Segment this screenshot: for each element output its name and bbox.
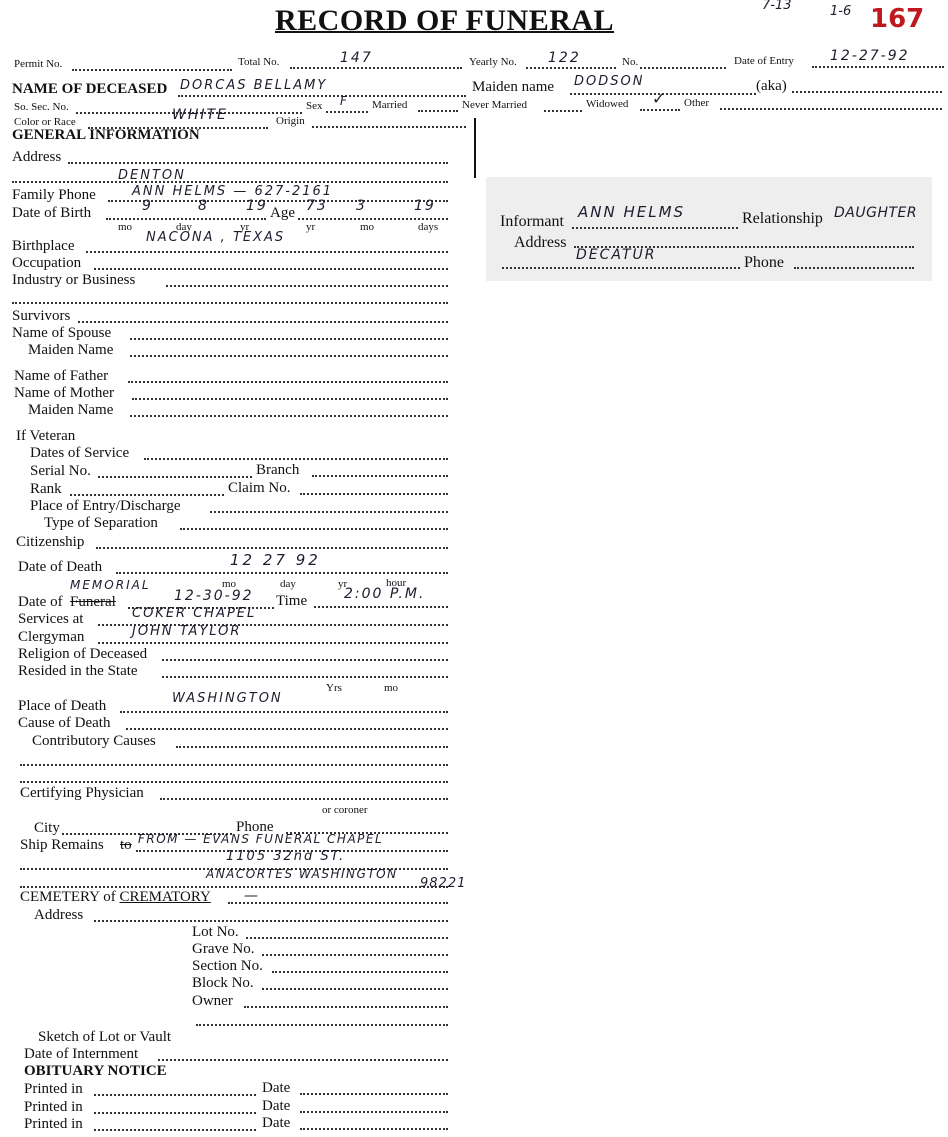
informant-address-label: Address bbox=[514, 234, 567, 251]
general-info-heading: GENERAL INFORMATION bbox=[12, 127, 200, 143]
rank-label: Rank bbox=[30, 481, 62, 497]
funeral-date-value: 12-30-92 bbox=[174, 588, 254, 604]
obituary-notice-heading: OBITUARY NOTICE bbox=[24, 1063, 167, 1079]
dob-sub-yr: yr bbox=[240, 221, 250, 233]
time-label: Time bbox=[276, 593, 308, 609]
survivors-label: Survivors bbox=[12, 308, 71, 324]
widowed-checkmark: ✓ bbox=[652, 89, 668, 108]
informant-insert bbox=[486, 177, 932, 281]
date-of-label: Date of bbox=[18, 594, 63, 610]
never-married-label: Never Married bbox=[462, 99, 528, 111]
color-race-label: Color or Race bbox=[14, 116, 76, 128]
type-of-separation-label: Type of Separation bbox=[44, 515, 158, 531]
informant-value: ANN HELMS bbox=[578, 203, 686, 221]
ship-remains-value-2: 1105 32nd ST. bbox=[226, 849, 346, 864]
name-of-deceased-value: DORCAS BELLAMY bbox=[180, 78, 328, 93]
ship-remains-zip: 98221 bbox=[420, 876, 467, 891]
sex-label: Sex bbox=[306, 100, 323, 112]
age-sub-yr: yr bbox=[306, 221, 316, 233]
total-no-value: 147 bbox=[340, 50, 373, 66]
age-sub-days: days bbox=[418, 221, 439, 233]
dod-sub-hour: hour bbox=[386, 577, 407, 589]
name-of-father-label: Name of Father bbox=[14, 368, 109, 384]
grave-no-label: Grave No. bbox=[192, 941, 255, 957]
place-of-death-value: WASHINGTON bbox=[172, 691, 283, 706]
printed-in-label-2: Printed in bbox=[24, 1099, 83, 1115]
informant-address-value: DECATUR bbox=[576, 247, 657, 263]
permit-no-label: Permit No. bbox=[14, 58, 63, 70]
place-entry-discharge-label: Place of Entry/Discharge bbox=[30, 498, 181, 514]
funeral-struck-label: Funeral bbox=[70, 594, 116, 610]
dob-sub-day: day bbox=[176, 221, 192, 233]
spouse-maiden-name-label: Maiden Name bbox=[28, 342, 114, 358]
informant-label: Informant bbox=[500, 213, 564, 230]
clergyman-label: Clergyman bbox=[18, 629, 85, 645]
lot-no-label: Lot No. bbox=[192, 924, 239, 940]
printed-date-label-2: Date bbox=[262, 1098, 291, 1114]
informant-phone-label: Phone bbox=[744, 254, 784, 271]
age-label: Age bbox=[270, 205, 295, 221]
yearly-no-value: 122 bbox=[548, 50, 581, 66]
total-no-label: Total No. bbox=[238, 56, 280, 68]
other-label: Other bbox=[684, 97, 710, 109]
widowed-label: Widowed bbox=[586, 98, 629, 110]
married-label: Married bbox=[372, 99, 408, 111]
date-of-entry-value: 12-27-92 bbox=[830, 48, 910, 64]
block-no-label: Block No. bbox=[192, 975, 254, 991]
cause-of-death-label: Cause of Death bbox=[18, 715, 111, 731]
city-label: City bbox=[34, 820, 60, 836]
maiden-name-label: Maiden name bbox=[472, 79, 555, 95]
cemetery-crematory-label bbox=[20, 889, 211, 906]
sketch-of-lot-label: Sketch of Lot or Vault bbox=[38, 1029, 172, 1045]
age-months: 3 bbox=[356, 198, 367, 214]
ship-remains-label: Ship Remains bbox=[20, 837, 104, 853]
memorial-annotation: MEMORIAL bbox=[70, 578, 151, 592]
date-of-birth-label: Date of Birth bbox=[12, 205, 92, 221]
page-number: 167 bbox=[870, 4, 925, 34]
or-coroner-label: or coroner bbox=[322, 804, 368, 816]
corner-mark-2: 1-6 bbox=[830, 4, 852, 19]
services-at-value: COKER CHAPEL bbox=[132, 606, 257, 621]
contributory-causes-label: Contributory Causes bbox=[32, 733, 156, 749]
soc-sec-label: So. Sec. No. bbox=[14, 101, 69, 113]
address-value: DENTON bbox=[118, 168, 186, 183]
resided-sub-yrs: Yrs bbox=[326, 682, 342, 694]
cemetery-label: CEMETERY of bbox=[20, 889, 120, 905]
age-days: 19 bbox=[414, 198, 436, 214]
ship-remains-value-3: ANACORTES WASHINGTON bbox=[206, 867, 398, 881]
dob-year: 19 bbox=[246, 198, 268, 214]
printed-date-label-1: Date bbox=[262, 1080, 291, 1096]
dod-sub-mo: mo bbox=[222, 578, 237, 590]
relationship-value: DAUGHTER bbox=[834, 205, 918, 221]
age-years: 73 bbox=[306, 198, 328, 214]
origin-label: Origin bbox=[276, 115, 305, 127]
aka-label: (aka) bbox=[756, 78, 787, 94]
relationship-label: Relationship bbox=[742, 210, 823, 227]
resided-sub-mo: mo bbox=[384, 682, 399, 694]
serial-no-label: Serial No. bbox=[30, 463, 91, 479]
no-label: No. bbox=[622, 56, 639, 68]
time-value: 2:00 P.M. bbox=[344, 586, 426, 602]
branch-label: Branch bbox=[256, 462, 300, 478]
if-veteran-label: If Veteran bbox=[16, 428, 76, 444]
family-phone-label: Family Phone bbox=[12, 187, 96, 203]
industry-label: Industry or Business bbox=[12, 272, 136, 288]
sex-value: F bbox=[340, 94, 349, 108]
printed-date-label-3: Date bbox=[262, 1115, 291, 1131]
printed-in-label-1: Printed in bbox=[24, 1081, 83, 1097]
cemetery-mark: — bbox=[244, 888, 260, 904]
column-divider bbox=[474, 118, 476, 178]
place-of-death-label: Place of Death bbox=[18, 698, 107, 714]
corner-mark-1: 7-13 bbox=[762, 0, 792, 13]
resided-in-state-label: Resided in the State bbox=[18, 663, 138, 679]
date-of-entry-label: Date of Entry bbox=[734, 55, 794, 67]
clergyman-value: JOHN TAYLOR bbox=[132, 624, 242, 639]
name-of-deceased-label: NAME OF DECEASED bbox=[12, 81, 168, 97]
occupation-label: Occupation bbox=[12, 255, 82, 271]
maiden-name-value: DODSON bbox=[574, 74, 645, 89]
dates-of-service-label: Dates of Service bbox=[30, 445, 130, 461]
birthplace-label: Birthplace bbox=[12, 238, 75, 254]
dod-sub-day: day bbox=[280, 578, 296, 590]
claim-no-label: Claim No. bbox=[228, 480, 291, 496]
services-at-label: Services at bbox=[18, 611, 84, 627]
name-of-mother-label: Name of Mother bbox=[14, 385, 114, 401]
page-title: RECORD OF FUNERAL bbox=[275, 4, 615, 37]
dod-sub-yr: yr bbox=[338, 578, 348, 590]
citizenship-label: Citizenship bbox=[16, 534, 85, 550]
printed-in-label-3: Printed in bbox=[24, 1116, 83, 1132]
owner-label: Owner bbox=[192, 993, 233, 1009]
name-of-spouse-label: Name of Spouse bbox=[12, 325, 112, 341]
date-of-death-label: Date of Death bbox=[18, 559, 103, 575]
date-of-death-value: 12 27 92 bbox=[230, 551, 321, 569]
yearly-no-label: Yearly No. bbox=[469, 56, 517, 68]
dob-month: 9 bbox=[142, 198, 153, 214]
ship-to-struck: to bbox=[120, 837, 132, 853]
phone-label: Phone bbox=[236, 819, 274, 835]
certifying-physician-label: Certifying Physician bbox=[20, 785, 144, 801]
date-of-internment-label: Date of Internment bbox=[24, 1046, 139, 1062]
color-race-value: WHITE bbox=[172, 107, 228, 123]
mother-maiden-name-label: Maiden Name bbox=[28, 402, 114, 418]
dob-day: 8 bbox=[198, 198, 209, 214]
section-no-label: Section No. bbox=[192, 958, 263, 974]
crematory-underlined: CREMATORY bbox=[119, 889, 211, 905]
age-sub-mo: mo bbox=[360, 221, 375, 233]
cemetery-address-label: Address bbox=[34, 907, 84, 923]
ship-remains-value-1: FROM — EVANS FUNERAL CHAPEL bbox=[138, 832, 384, 846]
religion-label: Religion of Deceased bbox=[18, 646, 148, 662]
dob-sub-mo: mo bbox=[118, 221, 133, 233]
address-label: Address bbox=[12, 149, 62, 165]
family-phone-value: ANN HELMS — 627-2161 bbox=[132, 184, 334, 199]
birthplace-value: NACONA , TEXAS bbox=[146, 230, 286, 245]
